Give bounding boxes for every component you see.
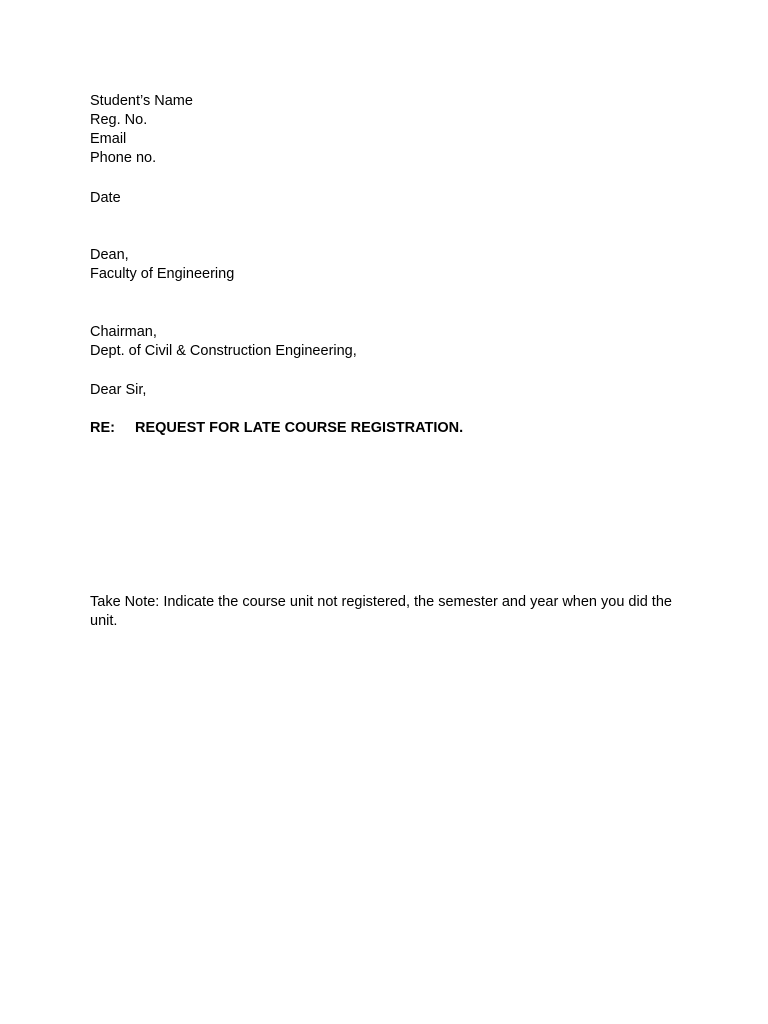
chairman-title: Chairman, xyxy=(90,324,157,340)
date-line: Date xyxy=(90,190,121,206)
dean-title: Dean, xyxy=(90,247,129,263)
student-name-line: Student’s Name xyxy=(90,93,193,109)
department-name: Dept. of Civil & Construction Engineering, xyxy=(90,343,357,359)
reg-no-line: Reg. No. xyxy=(90,112,148,128)
recipient-dean-block xyxy=(90,246,234,284)
salutation: Dear Sir, xyxy=(90,382,147,398)
subject-text: REQUEST FOR LATE COURSE REGISTRATION. xyxy=(135,420,464,436)
sender-block xyxy=(90,92,193,168)
subject-prefix: RE: xyxy=(90,420,115,436)
subject-line xyxy=(90,419,463,438)
phone-line: Phone no. xyxy=(90,150,157,166)
recipient-chairman-block xyxy=(90,323,357,361)
take-note-paragraph: Take Note: Indicate the course unit not registered, the semester and year when you did the unit. xyxy=(90,594,672,629)
email-line: Email xyxy=(90,131,127,147)
faculty-name: Faculty of Engineering xyxy=(90,266,235,282)
